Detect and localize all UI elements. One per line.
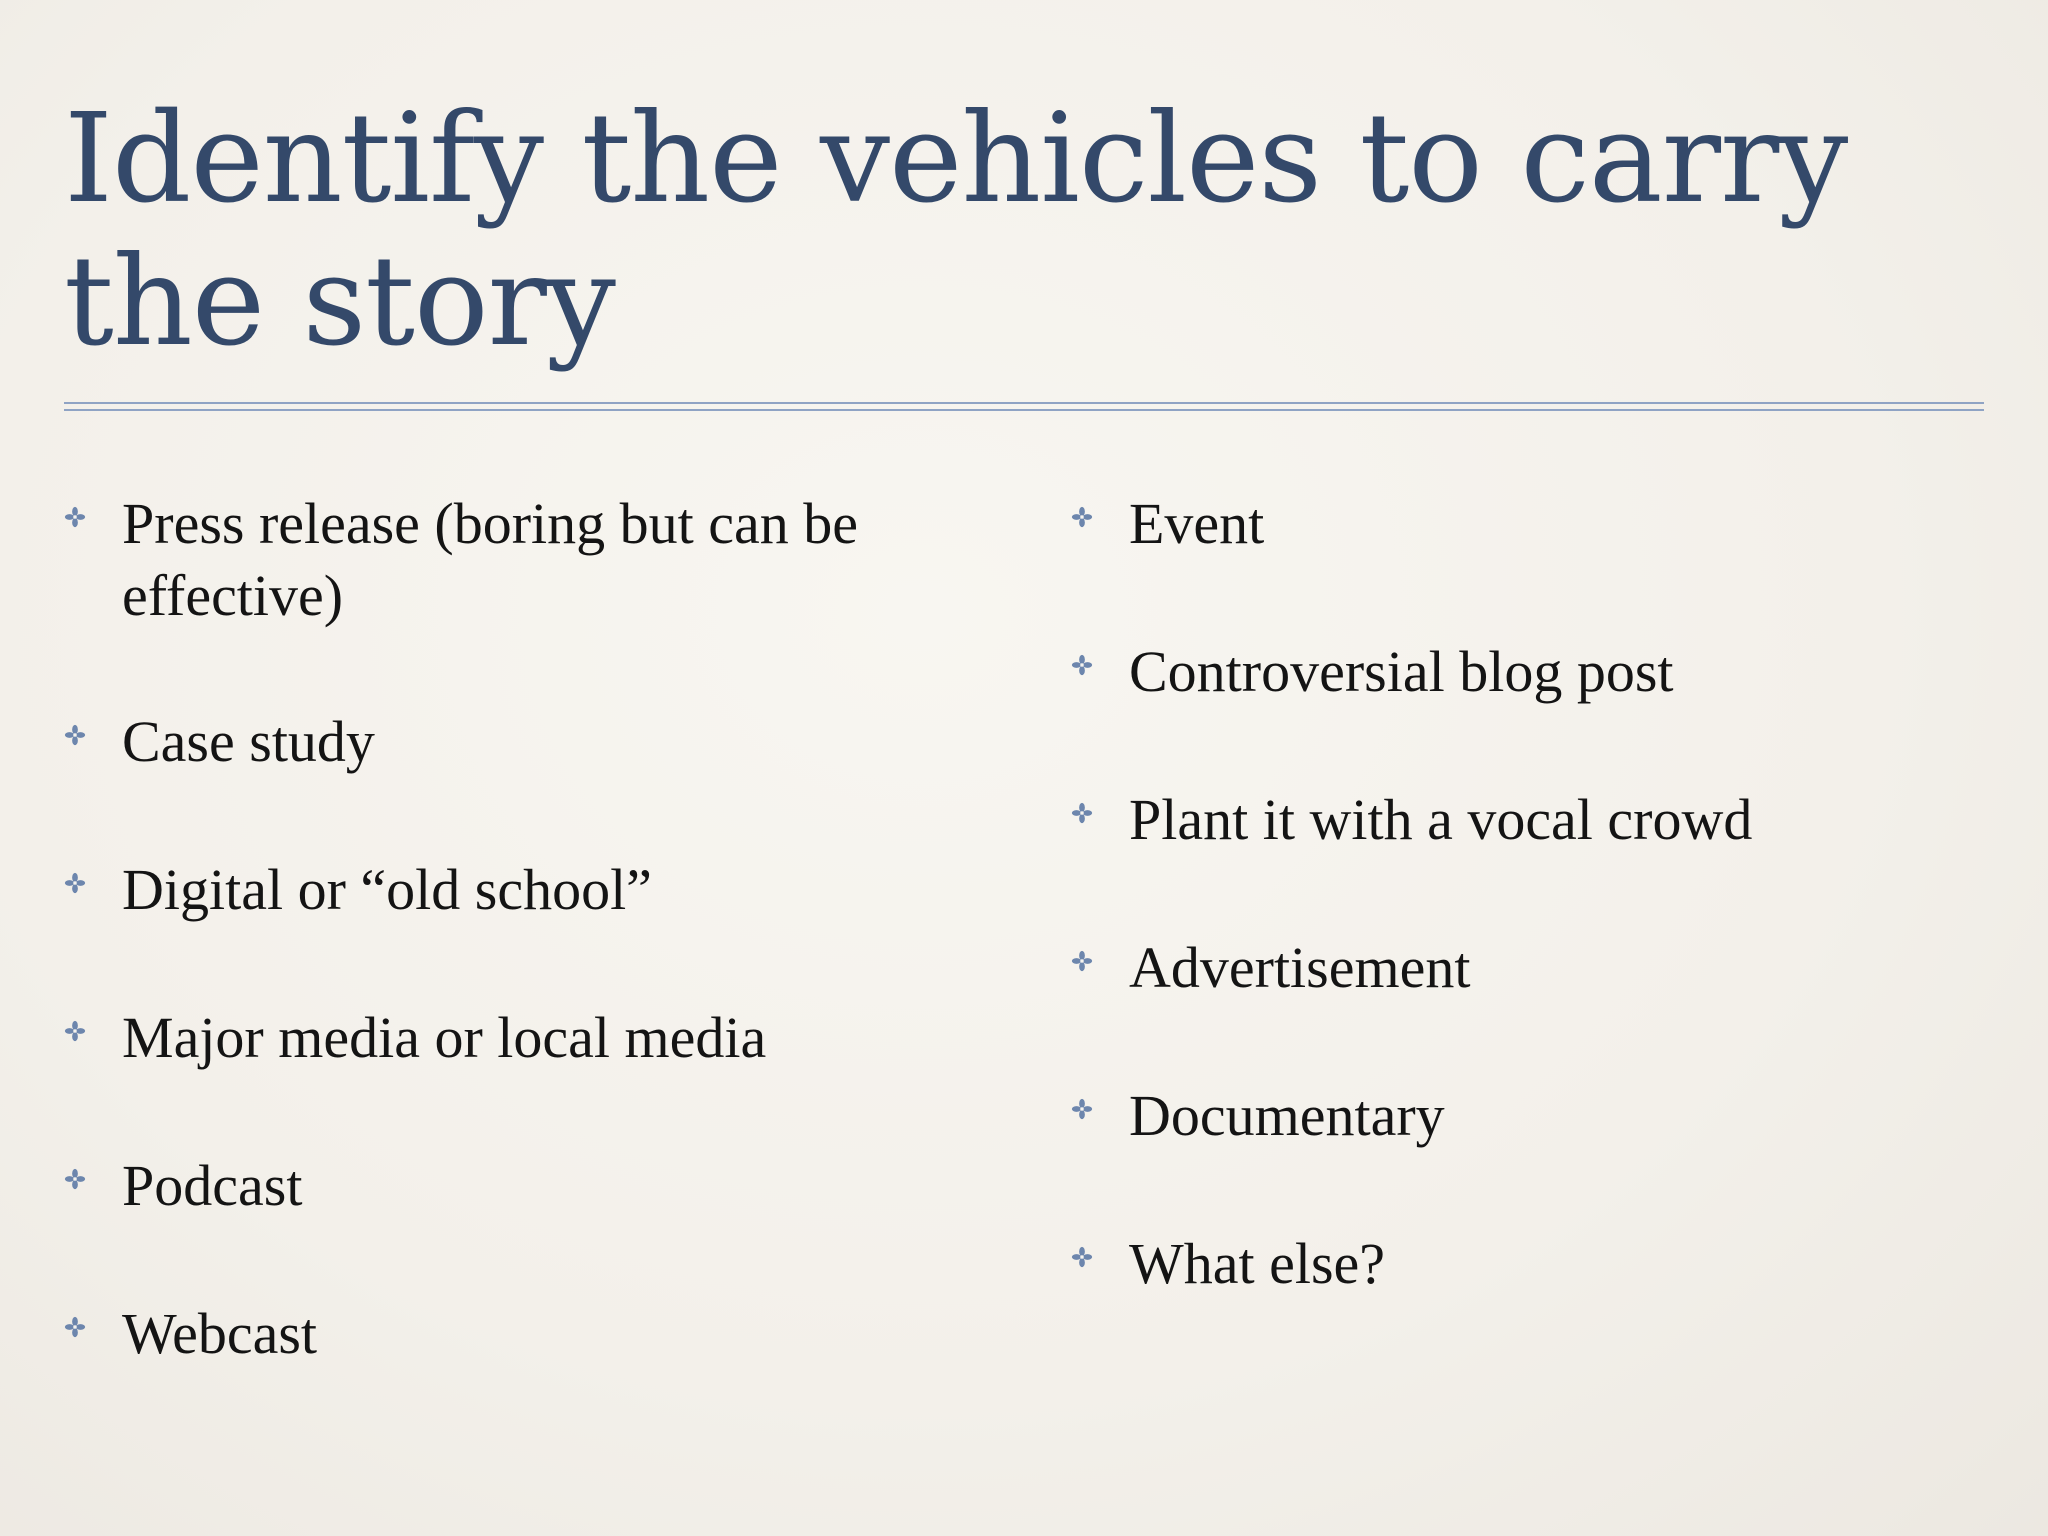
list-item [1071, 1228, 1991, 1300]
list-item [64, 1002, 994, 1074]
list-item-label: Webcast [122, 1301, 318, 1366]
list-item [64, 1150, 994, 1222]
list-item [1071, 488, 1991, 560]
four-petal-flower-icon [64, 724, 86, 746]
list-item [64, 706, 994, 778]
four-petal-flower-icon [64, 1020, 86, 1042]
list-item [1071, 1080, 1991, 1152]
four-petal-flower-icon [1071, 1246, 1093, 1268]
four-petal-flower-icon [64, 1168, 86, 1190]
bullet-list-right [1071, 488, 1991, 1376]
list-item [64, 488, 994, 632]
four-petal-flower-icon [64, 506, 86, 528]
list-item [64, 854, 994, 926]
title-divider-top [64, 402, 1984, 404]
list-item-label: Documentary [1129, 1083, 1445, 1148]
four-petal-flower-icon [1071, 950, 1093, 972]
four-petal-flower-icon [1071, 802, 1093, 824]
four-petal-flower-icon [64, 872, 86, 894]
four-petal-flower-icon [1071, 506, 1093, 528]
list-item-label: Major media or local media [122, 1005, 767, 1070]
list-item-label: Case study [122, 709, 375, 774]
title-divider-bottom [64, 409, 1984, 411]
list-item [64, 1298, 994, 1370]
list-item [1071, 784, 1991, 856]
four-petal-flower-icon [64, 1316, 86, 1338]
four-petal-flower-icon [1071, 654, 1093, 676]
list-item-label: Digital or “old school” [122, 857, 652, 922]
slide-title: Identify the vehicles to carry the story [64, 87, 1848, 374]
bullet-list-left [64, 488, 994, 1446]
list-item-label: Podcast [122, 1153, 303, 1218]
list-item-label: Press release (boring but can be effective) [122, 491, 859, 628]
four-petal-flower-icon [1071, 1098, 1093, 1120]
list-item [1071, 932, 1991, 1004]
list-item-label: Advertisement [1129, 935, 1471, 1000]
list-item-label: What else? [1129, 1231, 1386, 1296]
list-item [1071, 636, 1991, 708]
list-item-label: Controversial blog post [1129, 639, 1674, 704]
list-item-label: Event [1129, 491, 1265, 556]
list-item-label: Plant it with a vocal crowd [1129, 787, 1753, 852]
